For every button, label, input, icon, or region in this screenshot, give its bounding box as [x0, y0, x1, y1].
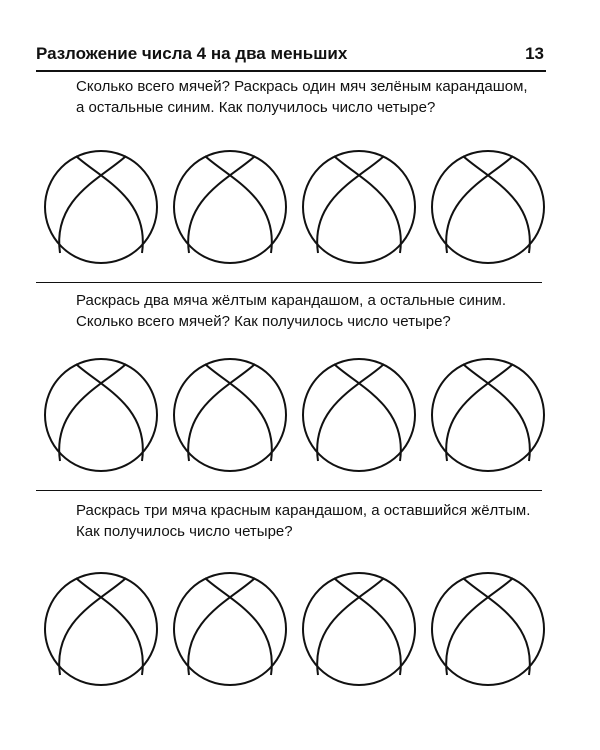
- task-2-line-2: Сколько всего мячей? Как получилось число четыре?: [76, 313, 451, 330]
- page-number: 13: [525, 44, 544, 63]
- ball-icon[interactable]: [42, 356, 160, 474]
- section-divider: [36, 490, 542, 491]
- ball-icon[interactable]: [171, 148, 289, 266]
- task-3-balls: [36, 570, 546, 690]
- ball-icon[interactable]: [171, 570, 289, 688]
- ball-icon[interactable]: [300, 148, 418, 266]
- ball-icon[interactable]: [42, 148, 160, 266]
- task-3-line-1: Раскрась три мяча красным карандашом, а оставшийся жёлтым.: [76, 502, 531, 519]
- ball-icon[interactable]: [429, 570, 547, 688]
- ball-icon[interactable]: [42, 570, 160, 688]
- task-3-instruction: [76, 500, 546, 542]
- task-1-line-2: а остальные синим. Как получилось число четыре?: [76, 99, 436, 116]
- ball-icon[interactable]: [300, 356, 418, 474]
- task-3-line-2: Как получилось число четыре?: [76, 523, 293, 540]
- section-divider: [36, 282, 542, 283]
- task-1-line-1: Сколько всего мячей? Раскрась один мяч зелёным карандашом,: [76, 78, 528, 95]
- page-title: Разложение числа 4 на два меньших: [36, 44, 348, 63]
- task-2-balls: [36, 356, 546, 476]
- task-2-line-1: Раскрась два мяча жёлтым карандашом, а остальные синим.: [76, 292, 507, 309]
- ball-icon[interactable]: [171, 356, 289, 474]
- ball-icon[interactable]: [300, 570, 418, 688]
- task-1-instruction: [76, 76, 546, 118]
- task-1-balls: [36, 148, 546, 268]
- page-header: [36, 40, 546, 72]
- task-2-instruction: [76, 290, 546, 332]
- ball-icon[interactable]: [429, 356, 547, 474]
- ball-icon[interactable]: [429, 148, 547, 266]
